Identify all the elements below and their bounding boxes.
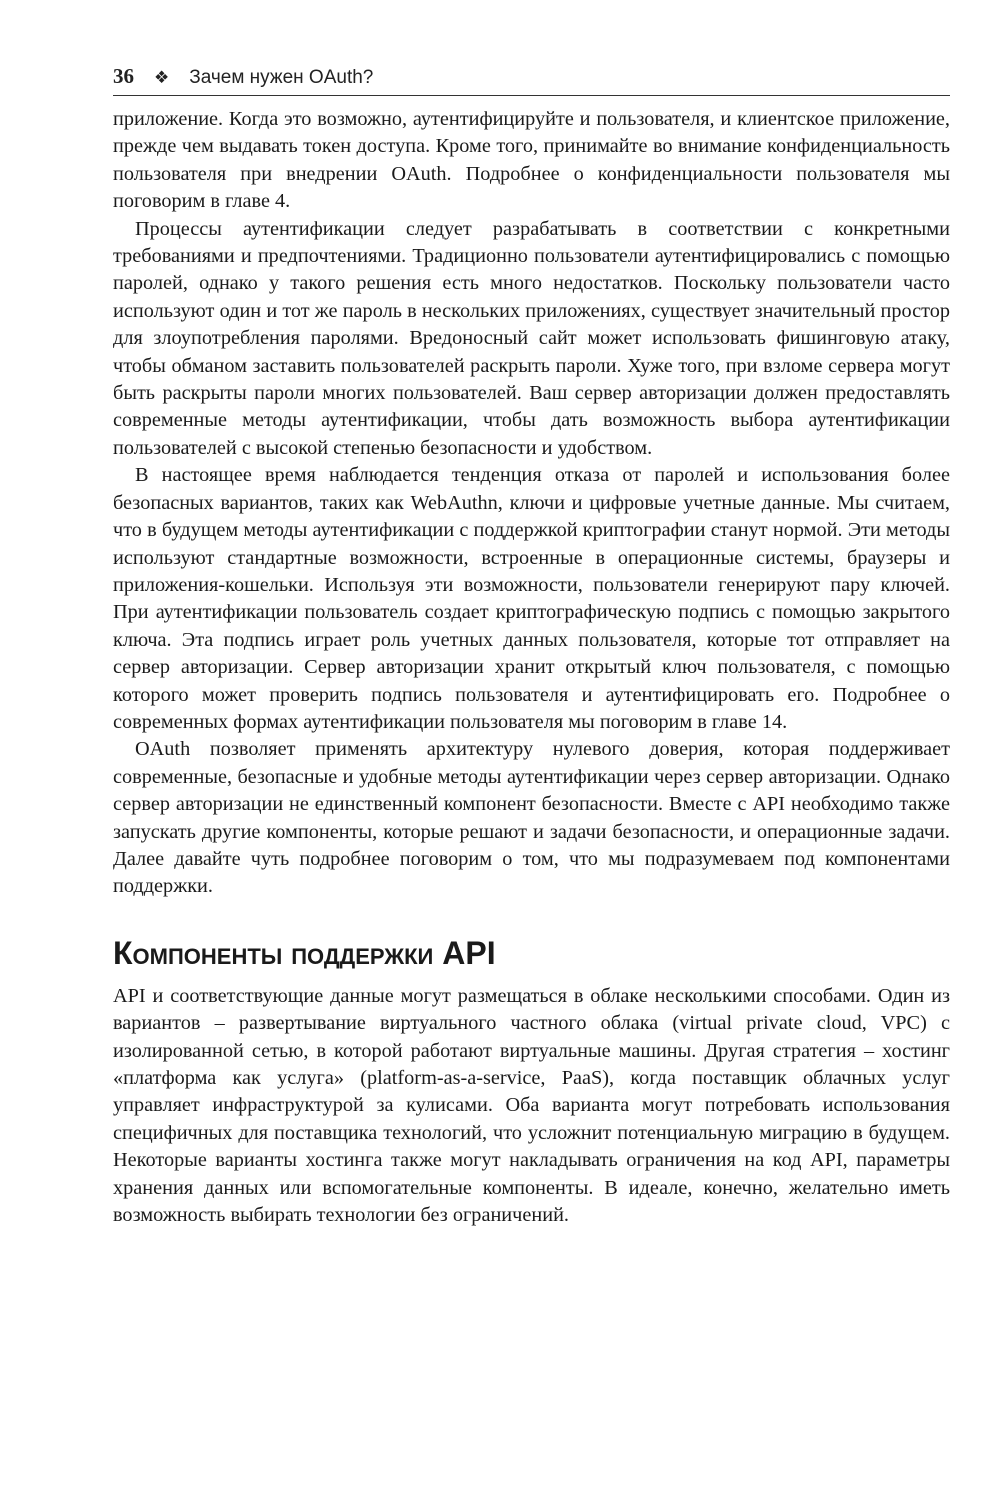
- page-number: 36: [113, 64, 134, 88]
- ornament-icon: ❖: [154, 68, 170, 87]
- paragraph: В настоящее время наблюдается тенденция отказа от паролей и использования более безопасных вариантов, таких как WebAuthn, ключи и цифровые учетные данные. Мы считаем, что в будущем методы аутентификации с поддержкой криптографии станут нормой. Эти методы используют стандартные возможности, встроенные в операционные системы, браузеры и приложения-кошельки. Используя эти возможности, пользователи генерируют пару ключей. При аутентификации пользователь создает криптографическую подпись с помощью закрытого ключа. Эта подпись играет роль учетных данных пользователя, которые тот отправляет на сервер авторизации. Сервер авторизации хранит открытый ключ пользователя, с помощью которого может проверить подпись пользователя и аутентифицировать его. Подробнее о современных формах аутентификации пользователя мы поговорим в главе 14.: [113, 464, 950, 733]
- paragraph: Процессы аутентификации следует разрабатывать в соответствии с конкретными требованиями и предпочтениями. Традиционно пользователи аутентифицировались с помощью паролей, однако у такого решения есть много недостатков. Поскольку пользователи часто используют один и тот же пароль в нескольких приложениях, существует значительный простор для злоупотребления паролями. Вредоносный сайт может использовать фишинговую атаку, чтобы обманом заставить пользователей раскрыть пароли. Хуже того, при взломе сервера могут быть раскрыты пароли многих пользователей. Ваш сервер авторизации должен предоставлять современные методы аутентификации, чтобы дать возможность выбора аутентификации пользователей с высокой степенью безопасности и удобством.: [113, 217, 950, 459]
- paragraph: OAuth позволяет применять архитектуру нулевого доверия, которая поддерживает современные, безопасные и удобные методы аутентификации через сервер авторизации. Однако сервер авторизации не единственный компонент безопасности. Вместе с API необходимо также запускать другие компоненты, которые решают и задачи безопасности, и операционные задачи. Далее давайте чуть подробнее поговорим о том, что мы подразумеваем под компонентами поддержки.: [113, 738, 950, 898]
- running-header: [113, 64, 950, 96]
- section-heading: [113, 935, 950, 971]
- section-paragraph: API и соответствующие данные могут размещаться в облаке несколькими способами. Один из вариантов – развертывание виртуального частного облака (virtual private cloud, VPC) с изолированной сетью, в которой работают виртуальные машины. Другая стратегия – хостинг «платформа как услуга» (platform-as-a-service, PaaS), когда поставщик облачных услуг управляет инфраструктурой за кулисами. Оба варианта могут потребовать использования специфичных для поставщика технологий, что усложнит потенциальную миграцию в будущем. Некоторые варианты хостинга также могут накладывать ограничения на код API, параметры хранения данных или вспомогательные компоненты. В идеале, конечно, желательно иметь возможность выбирать технологии без ограничений.: [113, 984, 950, 1227]
- running-title: Зачем нужен OAuth?: [189, 67, 374, 88]
- book-page: [113, 64, 950, 1229]
- paragraph: приложение. Когда это возможно, аутентифицируйте и пользователя, и клиентское приложение, прежде чем выдавать токен доступа. Кроме того, принимайте во внимание конфиденциальность пользователя при внедрении OAuth. Подробнее о конфиденциальности пользователя мы поговорим в главе 4.: [113, 108, 950, 213]
- section-heading-lead: Компоненты поддержки: [113, 934, 434, 971]
- body-text: [113, 106, 950, 1229]
- section-heading-tail: API: [442, 934, 496, 971]
